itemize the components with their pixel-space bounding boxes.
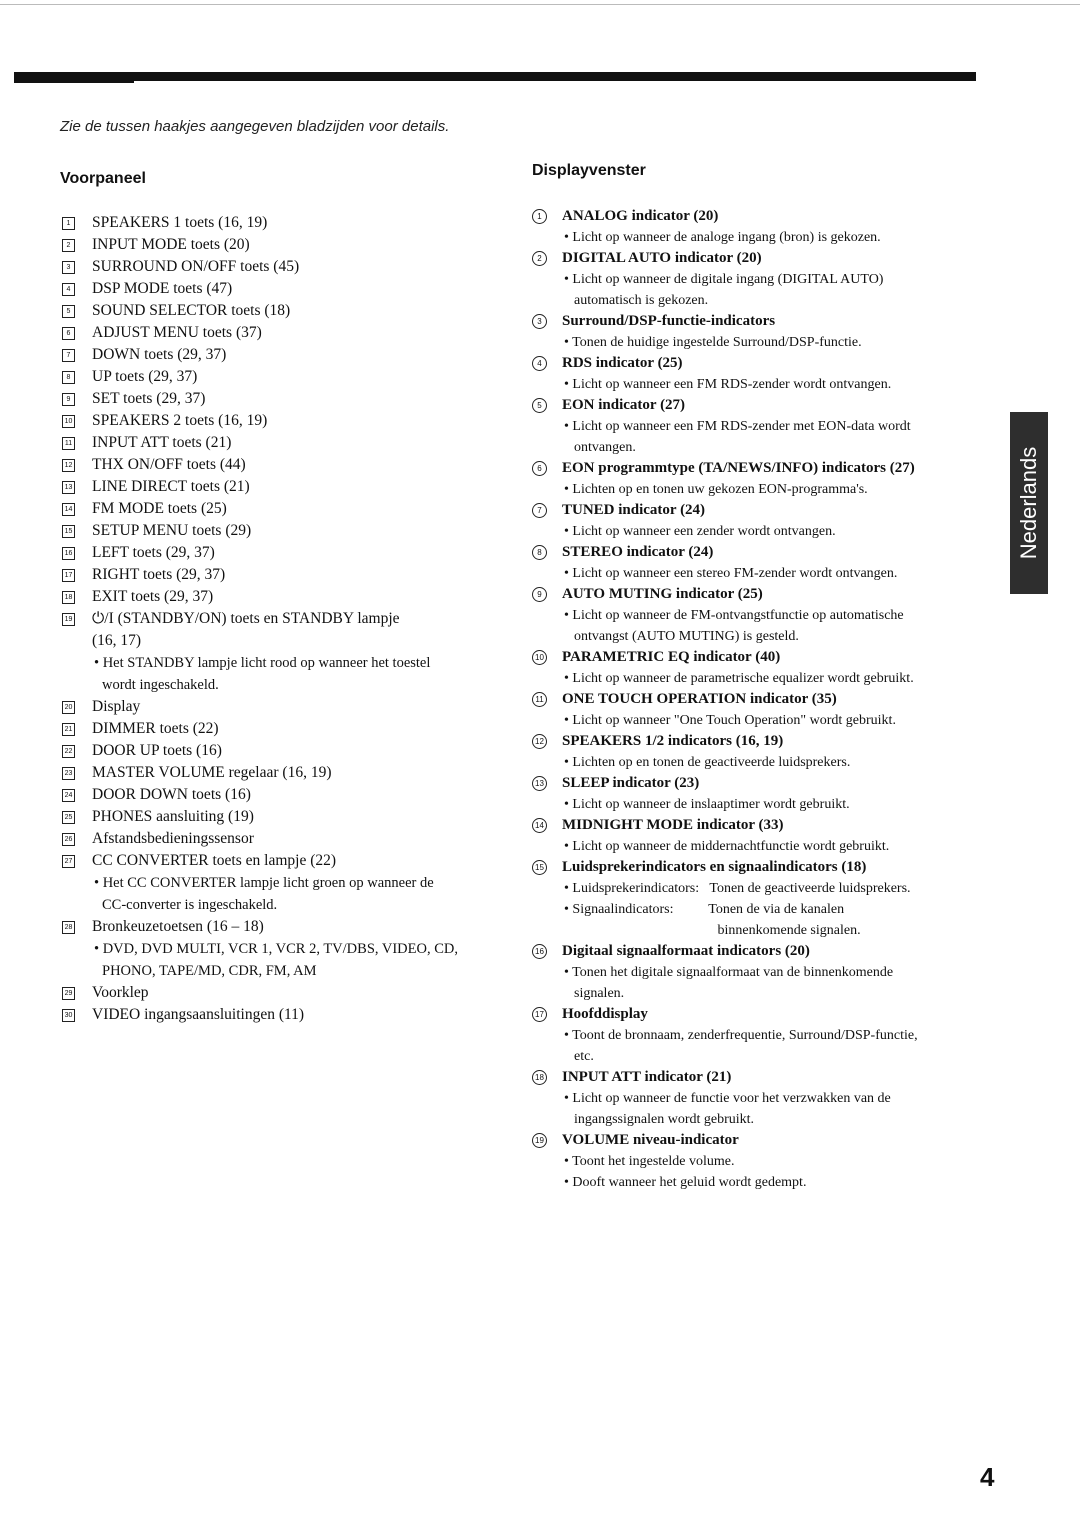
item-label: DIMMER toets (22) [92,720,219,737]
item-description: ontvangst (AUTO MUTING) is gesteld. [574,629,799,644]
front-panel-item [62,564,502,586]
item-description: • Dooft wanneer het geluid wordt gedempt. [564,1175,807,1190]
item-label: ADJUST MENU toets (37) [92,324,262,341]
item-label: SLEEP indicator (23) [562,775,700,791]
heading-voorpaneel: Voorpaneel [60,170,146,187]
item-label: SPEAKERS 1 toets (16, 19) [92,214,268,231]
item-number-circle: 12 [532,734,547,749]
item-description: • Licht op wanneer de FM-ontvangstfunctie op automatische [564,608,904,623]
display-indicator-item [532,857,992,878]
item-number-circle: 5 [532,398,547,413]
item-number-box: 19 [62,613,75,626]
header-rule-tail [14,80,134,83]
item-number-box: 3 [62,261,75,274]
item-number-circle: 17 [532,1007,547,1022]
item-label: CC CONVERTER toets en lampje (22) [92,852,337,869]
display-indicator-item [532,647,992,668]
display-window-list [532,206,992,1193]
item-label: PHONES aansluiting (19) [92,808,254,825]
item-number-box: 21 [62,723,75,736]
item-number-box: 2 [62,239,75,252]
item-number-box: 11 [62,437,75,450]
item-number-box: 20 [62,701,75,714]
item-label: INPUT ATT toets (21) [92,434,232,451]
item-description: • Licht op wanneer een zender wordt ontvangen. [564,524,836,539]
front-panel-item [62,520,502,542]
item-description: • Licht op wanneer de digitale ingang (DIGITAL AUTO) [564,272,884,287]
item-description: • Het STANDBY lampje licht rood op wanneer het toestel [94,655,431,671]
item-label: MASTER VOLUME regelaar (16, 19) [92,764,332,781]
front-panel-item [62,256,502,278]
item-number-circle: 18 [532,1070,547,1085]
item-label: RIGHT toets (29, 37) [92,566,226,583]
front-panel-item [62,1004,502,1026]
item-description: wordt ingeschakeld. [102,677,219,693]
item-description: • Licht op wanneer de analoge ingang (bron) is gekozen. [564,230,881,245]
front-panel-item [62,388,502,410]
item-description: • Licht op wanneer de functie voor het verzwakken van de [564,1091,891,1106]
item-description: • Lichten op en tonen uw gekozen EON-programma's. [564,482,868,497]
item-description: • Licht op wanneer de inslaaptimer wordt gebruikt. [564,797,850,812]
front-panel-item [62,586,502,608]
item-number-box: 18 [62,591,75,604]
display-indicator-item [532,1130,992,1151]
front-panel-item [62,762,502,784]
item-number-box: 4 [62,283,75,296]
item-description: binnenkomende signalen. [574,923,861,938]
item-number-circle: 10 [532,650,547,665]
item-number-box: 26 [62,833,75,846]
item-description: • Het CC CONVERTER lampje licht groen op wanneer de [94,875,434,891]
display-indicator-item [532,395,992,416]
item-number-box: 14 [62,503,75,516]
item-description: • Licht op wanneer een FM RDS-zender met EON-data wordt [564,419,911,434]
item-label: RDS indicator (25) [562,355,683,371]
item-number-box: 6 [62,327,75,340]
display-indicator-item [532,353,992,374]
display-indicator-item [532,773,992,794]
item-label: UP toets (29, 37) [92,368,198,385]
display-indicator-item [532,458,992,479]
item-number-circle: 8 [532,545,547,560]
item-label: SURROUND ON/OFF toets (45) [92,258,300,275]
item-label: SETUP MENU toets (29) [92,522,252,539]
item-number-circle: 16 [532,944,547,959]
item-number-circle: 11 [532,692,547,707]
item-description: • Signaalindicators: Tonen de via de kanalen [564,902,845,917]
front-panel-item [62,718,502,740]
item-number-box: 23 [62,767,75,780]
item-label: LINE DIRECT toets (21) [92,478,250,495]
item-label: VOLUME niveau-indicator [562,1132,739,1148]
item-label: FM MODE toets (25) [92,500,227,517]
item-number-circle: 3 [532,314,547,329]
front-panel-item [62,410,502,432]
language-tab-label: Nederlands [1016,446,1041,560]
item-label: THX ON/OFF toets (44) [92,456,246,473]
header-rule [14,72,976,81]
item-label: EXIT toets (29, 37) [92,588,214,605]
item-label: MIDNIGHT MODE indicator (33) [562,817,784,833]
item-label: EON indicator (27) [562,397,686,413]
front-panel-item [62,542,502,564]
top-border-line [0,4,1080,5]
display-indicator-item [532,689,992,710]
front-panel-item [62,234,502,256]
item-number-box: 16 [62,547,75,560]
item-number-box: 13 [62,481,75,494]
item-description: automatisch is gekozen. [574,293,709,308]
front-panel-item [62,344,502,366]
item-number-box: 25 [62,811,75,824]
display-indicator-item [532,206,992,227]
item-number-circle: 6 [532,461,547,476]
item-number-box: 1 [62,217,75,230]
item-number-box: 30 [62,1009,75,1022]
item-label: ANALOG indicator (20) [562,208,719,224]
display-indicator-item [532,815,992,836]
item-label: Digitaal signaalformaat indicators (20) [562,943,810,959]
item-label: DOWN toets (29, 37) [92,346,227,363]
display-indicator-item [532,1067,992,1088]
item-description: signalen. [574,986,625,1001]
item-label: DSP MODE toets (47) [92,280,233,297]
item-number-circle: 1 [532,209,547,224]
page-number: 4 [980,1462,995,1492]
display-indicator-item [532,542,992,563]
display-indicator-item [532,584,992,605]
front-panel-item [62,982,502,1004]
item-label: EON programmtype (TA/NEWS/INFO) indicators (27) [562,460,915,476]
item-number-box: 15 [62,525,75,538]
item-label: STEREO indicator (24) [562,544,714,560]
item-label: Afstandsbedieningssensor [92,830,254,847]
front-panel-item [62,476,502,498]
item-number-circle: 2 [532,251,547,266]
heading-displayvenster: Displayvenster [532,162,646,179]
front-panel-item [62,454,502,476]
display-indicator-item [532,311,992,332]
item-number-box: 5 [62,305,75,318]
display-indicator-item [532,1004,992,1025]
item-label: SET toets (29, 37) [92,390,206,407]
item-description: • Luidsprekerindicators: Tonen de geactiveerde luidsprekers. [564,881,911,896]
item-label: ONE TOUCH OPERATION indicator (35) [562,691,837,707]
item-label: DIGITAL AUTO indicator (20) [562,250,762,266]
item-description: • Licht op wanneer een FM RDS-zender wordt ontvangen. [564,377,892,392]
item-number-box: 8 [62,371,75,384]
item-description: etc. [574,1049,594,1064]
front-panel-item [62,322,502,344]
front-panel-item [62,608,502,630]
item-number-circle: 19 [532,1133,547,1148]
item-number-circle: 9 [532,587,547,602]
front-panel-item [62,432,502,454]
front-panel-list [62,212,502,1026]
item-description: ontvangen. [574,440,636,455]
item-label: LEFT toets (29, 37) [92,544,215,561]
item-number-box: 22 [62,745,75,758]
item-label: Voorklep [92,984,149,1001]
item-number-circle: 13 [532,776,547,791]
item-description: • Tonen de huidige ingestelde Surround/DSP-functie. [564,335,862,350]
front-panel-item [62,784,502,806]
item-description: • Toont de bronnaam, zenderfrequentie, Surround/DSP-functie, [564,1028,918,1043]
display-indicator-item [532,731,992,752]
item-label: AUTO MUTING indicator (25) [562,586,763,602]
item-label: Luidsprekerindicators en signaalindicators (18) [562,859,867,875]
item-number-box: 24 [62,789,75,802]
front-panel-item [62,828,502,850]
item-number-box: 9 [62,393,75,406]
item-number-box: 27 [62,855,75,868]
item-description: • DVD, DVD MULTI, VCR 1, VCR 2, TV/DBS, VIDEO, CD, [94,941,458,957]
item-number-box: 10 [62,415,75,428]
item-label: VIDEO ingangsaansluitingen (11) [92,1006,305,1023]
item-label: SPEAKERS 2 toets (16, 19) [92,412,268,429]
item-label: INPUT MODE toets (20) [92,236,250,253]
display-indicator-item [532,248,992,269]
item-number-circle: 14 [532,818,547,833]
item-number-box: 7 [62,349,75,362]
item-description: PHONO, TAPE/MD, CDR, FM, AM [102,963,317,979]
front-panel-item [62,498,502,520]
language-tab [1010,412,1048,594]
item-description: • Toont het ingestelde volume. [564,1154,735,1169]
item-description: • Tonen het digitale signaalformaat van de binnenkomende [564,965,894,980]
item-label: DOOR UP toets (16) [92,742,222,759]
item-label: ⏻/I (STANDBY/ON) toets en STANDBY lampje [92,610,400,627]
item-description: ingangssignalen wordt gebruikt. [574,1112,755,1127]
item-description: • Licht op wanneer een stereo FM-zender wordt ontvangen. [564,566,898,581]
front-panel-item [62,300,502,322]
front-panel-item [62,366,502,388]
item-label: TUNED indicator (24) [562,502,706,518]
item-description: • Licht op wanneer "One Touch Operation" wordt gebruikt. [564,713,896,728]
item-label: INPUT ATT indicator (21) [562,1069,732,1085]
front-panel-item [62,850,502,872]
item-number-circle: 4 [532,356,547,371]
item-label-continued: (16, 17) [92,632,142,649]
item-label: Hoofddisplay [562,1006,648,1022]
item-number-box: 12 [62,459,75,472]
item-number-circle: 7 [532,503,547,518]
front-panel-item [62,212,502,234]
item-number-circle: 15 [532,860,547,875]
item-label: Surround/DSP-functie-indicators [562,313,776,329]
intro-note: Zie de tussen haakjes aangegeven bladzijden voor details. [60,118,450,135]
item-number-box: 17 [62,569,75,582]
item-description: CC-converter is ingeschakeld. [102,897,278,913]
item-description: • Licht op wanneer de parametrische equalizer wordt gebruikt. [564,671,914,686]
item-label: Display [92,698,141,715]
front-panel-item [62,696,502,718]
front-panel-item [62,806,502,828]
item-label: DOOR DOWN toets (16) [92,786,251,803]
item-number-box: 28 [62,921,75,934]
item-label: PARAMETRIC EQ indicator (40) [562,649,781,665]
item-label: SOUND SELECTOR toets (18) [92,302,291,319]
display-indicator-item [532,941,992,962]
front-panel-item [62,916,502,938]
item-description: • Lichten op en tonen de geactiveerde luidsprekers. [564,755,851,770]
item-description: • Licht op wanneer de middernachtfunctie wordt gebruikt. [564,839,890,854]
item-number-box: 29 [62,987,75,1000]
item-label: SPEAKERS 1/2 indicators (16, 19) [562,733,784,749]
display-indicator-item [532,500,992,521]
front-panel-item [62,278,502,300]
front-panel-item [62,740,502,762]
item-label: Bronkeuzetoetsen (16 – 18) [92,918,264,935]
